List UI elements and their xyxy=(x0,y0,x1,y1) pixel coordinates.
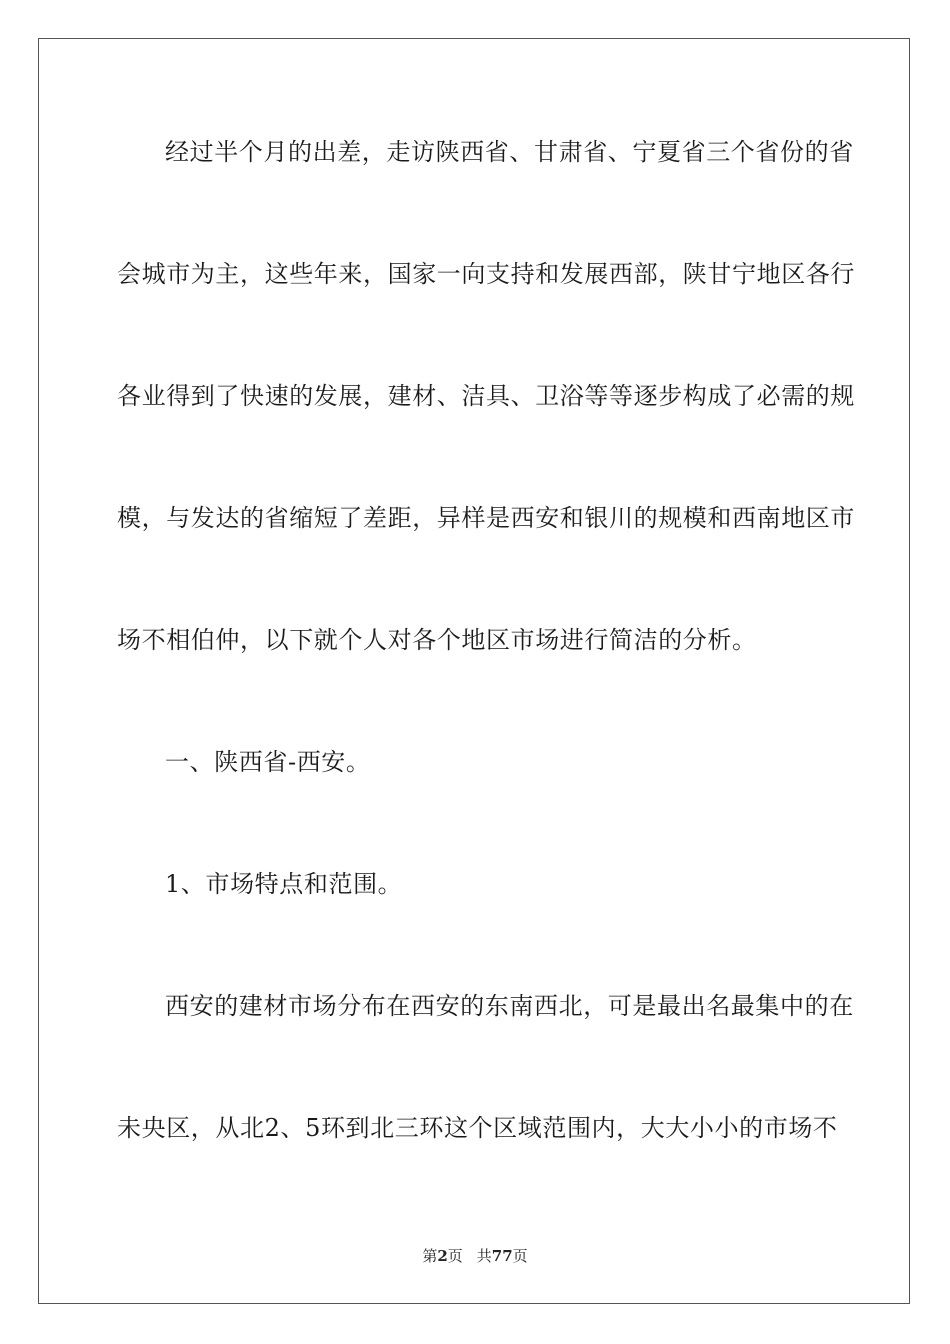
paragraph-line-4: 模，与发达的省缩短了差距，异样是西安和银川的规模和西南地区市 xyxy=(117,504,855,532)
page-suffix: 页 xyxy=(447,1247,463,1265)
total-pages: 77 xyxy=(491,1247,513,1265)
total-prefix: 共 xyxy=(476,1247,492,1265)
paragraph-line-7: 未央区，从北2、5环到北三环这个区域范围内，大大小小的市场不 xyxy=(117,1114,838,1142)
paragraph-line-5: 场不相伯仲，以下就个人对各个地区市场进行简洁的分析。 xyxy=(117,626,757,654)
page-prefix: 第 xyxy=(422,1247,438,1265)
paragraph-line-6: 西安的建材市场分布在西安的东南西北，可是最出名最集中的在 xyxy=(165,992,854,1020)
total-suffix: 页 xyxy=(512,1247,528,1265)
page-number: 2 xyxy=(437,1247,448,1265)
page-footer xyxy=(0,1246,950,1266)
section-heading: 一、陕西省-西安。 xyxy=(165,748,371,776)
paragraph-line-1: 经过半个月的出差，走访陕西省、甘肃省、宁夏省三个省份的省 xyxy=(165,138,854,166)
paragraph-line-3: 各业得到了快速的发展，建材、洁具、卫浴等等逐步构成了必需的规 xyxy=(117,382,855,410)
subsection-heading: 1、市场特点和范围。 xyxy=(165,870,403,898)
paragraph-line-2: 会城市为主，这些年来，国家一向支持和发展西部，陕甘宁地区各行 xyxy=(117,260,855,288)
